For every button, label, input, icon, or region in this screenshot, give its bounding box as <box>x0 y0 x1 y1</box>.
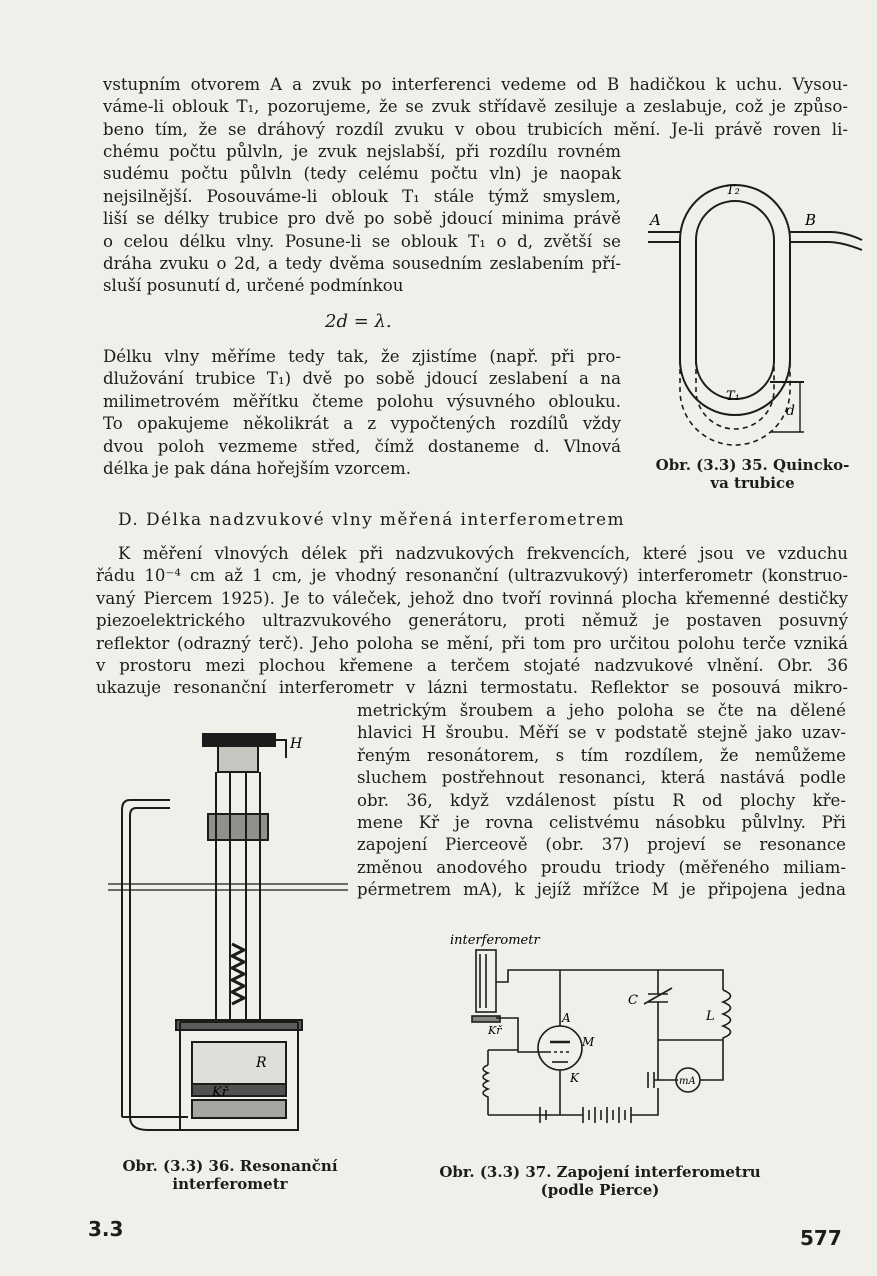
text-line: zapojení Pierceově (obr. 37) projeví se resonance <box>357 835 846 855</box>
label-l: L <box>706 1009 715 1024</box>
label-kr: Kř <box>212 1085 228 1100</box>
label-c: C <box>628 993 638 1008</box>
quincke-tube-figure <box>640 150 870 450</box>
label-a: A <box>650 211 661 229</box>
caption-line: interferometr <box>172 1175 288 1193</box>
label-r: R <box>256 1055 267 1071</box>
text-line: řeným resonátorem, s tím rozdílem, že nemůžeme <box>357 745 846 765</box>
label-a: A <box>562 1011 571 1025</box>
label-interferometer: interferometr <box>450 933 540 948</box>
caption-line: va trubice <box>710 474 795 492</box>
page-number: 577 <box>800 1226 842 1250</box>
text-line: sluchem postřehnout resonanci, která nastává podle <box>357 768 846 788</box>
text-line: milimetrovém měřítku čteme polohu výsuvného oblouku. <box>103 391 621 411</box>
text-line: To opakujeme několikrát a z vypočtených rozdílů vždy <box>103 414 621 434</box>
intro-wide-text <box>103 74 848 141</box>
text-line: mene Kř je rovna celistvému násobku půlvlny. Při <box>357 813 846 833</box>
text-line: o celou délku vlny. Posune-li se oblouk T₁ o d, zvětší se <box>103 231 621 251</box>
text-line: řádu 10⁻⁴ cm až 1 cm, je vhodný resonanční (ultrazvukový) interferometr (konstruo- <box>96 566 848 586</box>
text-line: váme-li oblouk T₁, pozorujeme, že se zvuk střídavě zesiluje a zeslabuje, což je způso- <box>103 97 848 117</box>
text-line: piezoelektrického ultrazvukového generátoru, proti němuž je postaven posuvný <box>96 611 848 631</box>
label-m: M <box>582 1035 595 1049</box>
figure-36-caption <box>95 1157 365 1193</box>
text-line: chému počtu půlvln, je zvuk nejslabší, při rozdílu rovném <box>103 142 621 161</box>
text-line: nejsilnější. Posouváme-li oblouk T₁ stále týmž smyslem, <box>103 186 621 206</box>
caption-line: (podle Pierce) <box>540 1181 660 1199</box>
label-d: d <box>786 403 795 419</box>
text-line: Délku vlny měříme tedy tak, že zjistíme (např. při pro- <box>103 347 621 366</box>
label-t2: T₂ <box>726 183 740 198</box>
figure-35-caption <box>630 456 875 492</box>
text-line: sluší posunutí d, určené podmínkou <box>103 276 404 296</box>
text-line: liší se délky trubice pro dvě po sobě jdoucí minima právě <box>103 209 621 229</box>
pierce-circuit-figure <box>448 930 748 1150</box>
text-line: sudému počtu půlvln (tedy celému počtu vln) je naopak <box>103 164 621 184</box>
paragraph-interferometer-cont <box>357 700 846 902</box>
label-b: B <box>805 211 817 229</box>
text-line: v prostoru mezi plochou křemene a terčem stojaté nadzvukové vlnění. Obr. 36 <box>96 656 848 676</box>
text-line: hlavici H šroubu. Měří se v podstatě stejně jako uzav- <box>357 723 846 743</box>
label-k: K <box>570 1071 579 1085</box>
section-number: 3.3 <box>88 1217 124 1241</box>
caption-line: Obr. (3.3) 37. Zapojení interferometru <box>439 1163 761 1181</box>
paragraph-wavelength <box>103 346 621 480</box>
text-line: vstupním otvorem A a zvuk po interferenci vedeme od B hadičkou k uchu. Vysou- <box>103 75 848 94</box>
paragraph-interferometer <box>96 543 848 700</box>
text-line: změnou anodového proudu triody (měřeného miliam- <box>357 857 846 877</box>
text-line: obr. 36, když vzdálenost pístu R od plochy kře- <box>357 790 846 810</box>
text-line: vaný Piercem 1925). Je to váleček, jehož dno tvoří rovinná plocha křemenné destičky <box>96 588 848 608</box>
text-line: dráha zvuku o 2d, a tedy dvěma sousedním zeslabením pří- <box>103 254 621 274</box>
text-line: dlužování trubice T₁) dvě po sobě jdoucí zeslabení a na <box>103 369 621 389</box>
text-line: ukazuje resonanční interferometr v lázni termostatu. Reflektor se posouvá mikro- <box>96 678 848 698</box>
text-line: dvou poloh vezmeme střed, čímž dostaneme d. Vlnová <box>103 436 621 456</box>
text-line: pérmetrem mA), k jejíž mřížce M je připojena jedna <box>357 880 846 900</box>
intro-narrow-text <box>103 141 621 298</box>
text-line: K měření vlnových délek při nadzvukových frekvencích, které jsou ve vzduchu <box>118 544 848 563</box>
caption-line: Obr. (3.3) 36. Resonanční <box>122 1157 338 1175</box>
text-line: beno tím, že se dráhový rozdíl zvuku v obou trubicích mění. Je-li právě roven li- <box>103 119 848 139</box>
label-t1: T₁ <box>726 389 740 404</box>
figure-37-caption <box>420 1163 780 1199</box>
text-line: metrickým šroubem a jeho poloha se čte na dělené <box>357 701 846 720</box>
label-ma: mA <box>679 1076 696 1087</box>
equation: 2d = λ. <box>325 311 392 332</box>
resonant-interferometer-figure <box>108 722 348 1142</box>
text-line: délka je pak dána hořejším vzorcem. <box>103 459 411 479</box>
label-kr: Kř <box>488 1024 502 1037</box>
text-line: reflektor (odrazný terč). Jeho poloha se mění, při tom pro určitou polohu terče vzniká <box>96 633 848 653</box>
label-h: H <box>290 736 303 752</box>
section-heading: D. Délka nadzvukové vlny měřená interferometrem <box>118 510 625 530</box>
caption-line: Obr. (3.3) 35. Quincko- <box>655 456 850 474</box>
